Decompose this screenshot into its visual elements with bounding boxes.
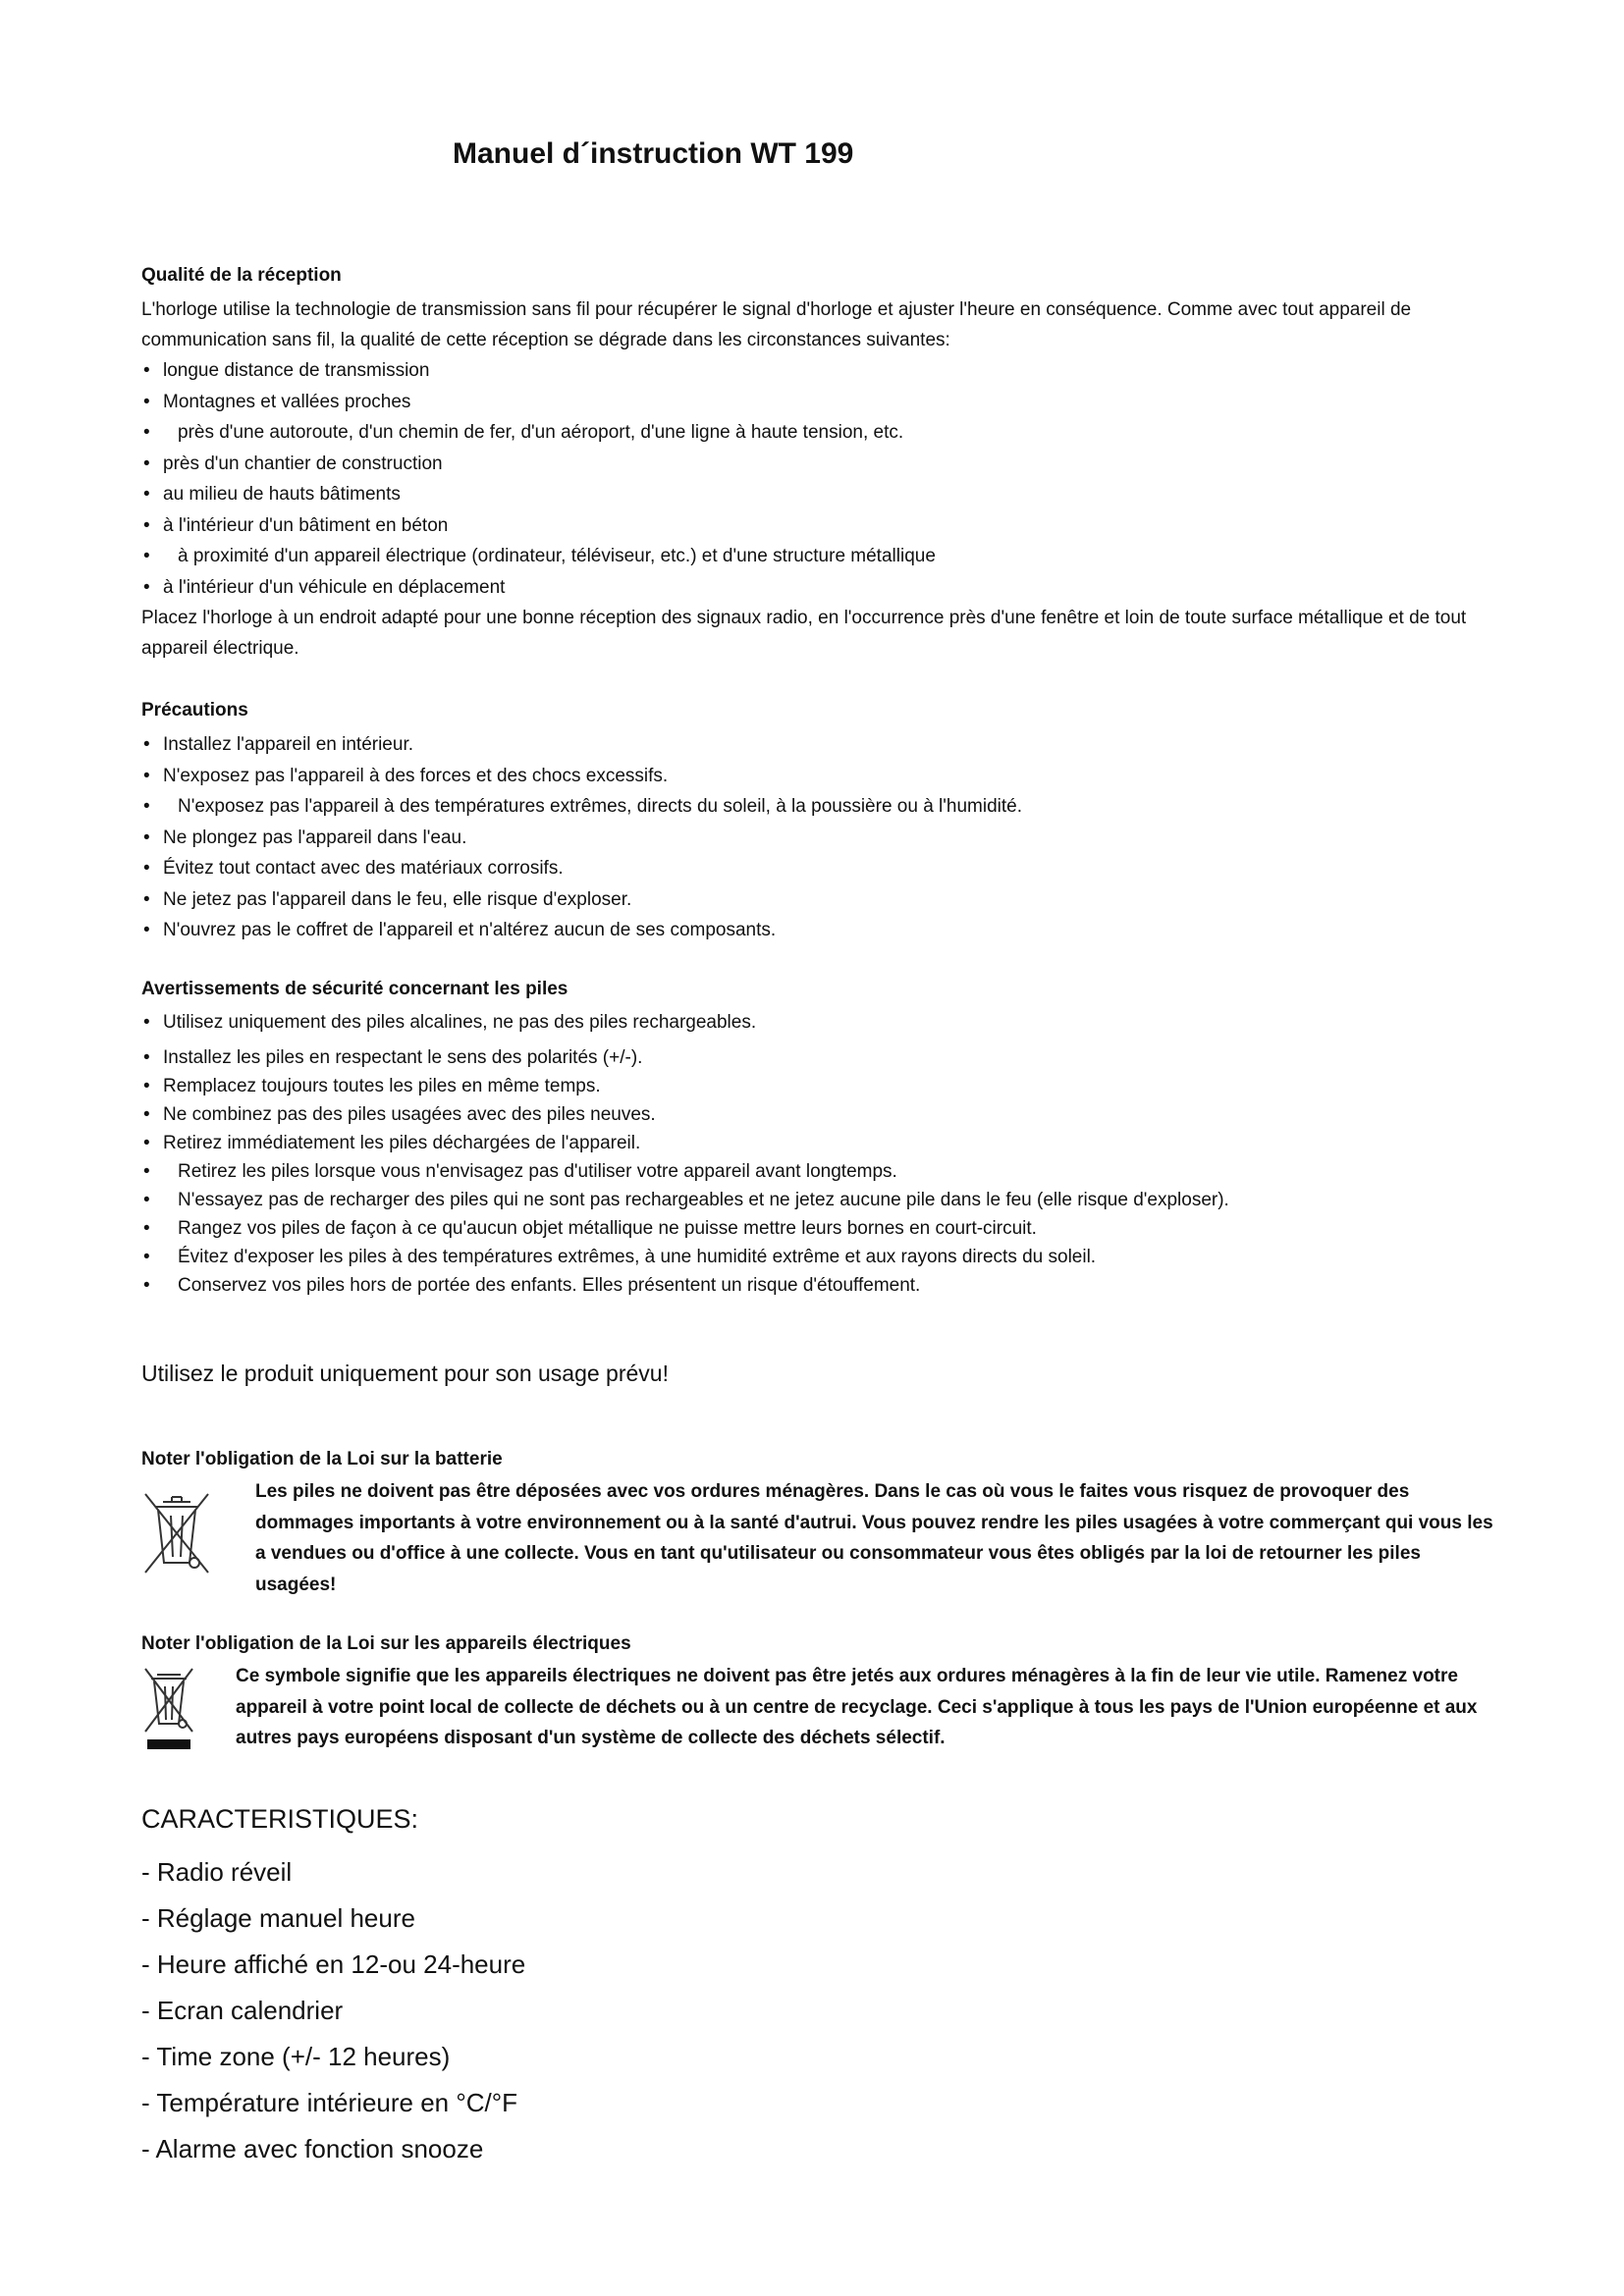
list-item: - Ecran calendrier: [141, 1996, 344, 2025]
features-section: [141, 1802, 1506, 2172]
list-item: - Radio réveil: [141, 1857, 293, 1887]
electrical-law-heading: Noter l'obligation de la Loi sur les appareils électriques: [141, 1633, 631, 1654]
features-heading: CARACTERISTIQUES:: [141, 1804, 419, 1834]
list-item: • près d'une autoroute, d'un chemin de fer, d'un aéroport, d'une ligne à haute tension, etc.: [143, 422, 904, 443]
list-item: • Rangez vos piles de façon à ce qu'aucun objet métallique ne puisse mettre leurs bornes en court-circuit.: [143, 1218, 1037, 1239]
electrical-law-section: [141, 1631, 1506, 1758]
page-title: Manuel d´instruction WT 199: [453, 137, 854, 170]
battery-law-text: Les piles ne doivent pas être déposées avec vos ordures ménagères. Dans le cas où vous le faites vous risquez de provoquer des dommages importants à votre environnement ou à la santé d'autrui. Vous pouvez rendre les piles usagées à votre commerçant qui vous les a vendues ou d'office à une collecte. Vous en tant qu'utilisateur ou consommateur vous êtes obligés par la loi de retourner les piles usagées!: [255, 1481, 1493, 1595]
reception-outro: Placez l'horloge à un endroit adapté pour une bonne réception des signaux radio, en l'occurrence près d'une fenêtre et loin de toute surface métallique et de tout appareil électrique.: [141, 608, 1467, 659]
list-item: • à l'intérieur d'un bâtiment en béton: [143, 514, 449, 536]
list-item: • N'ouvrez pas le coffret de l'appareil et n'altérez aucun de ses composants.: [143, 920, 777, 940]
list-item: • à proximité d'un appareil électrique (ordinateur, téléviseur, etc.) et d'une structure métallique: [143, 546, 936, 566]
list-item: • Remplacez toujours toutes les piles en même temps.: [143, 1076, 601, 1096]
reception-intro: L'horloge utilise la technologie de transmission sans fil pour récupérer le signal d'horloge et ajuster l'heure en conséquence. Comme avec tout appareil de communication sans fil, la qualité de cette réception se dégrade dans les circonstances suivantes:: [141, 299, 1412, 350]
precautions-list: [141, 729, 1506, 946]
list-item: • Conservez vos piles hors de portée des enfants. Elles présentent un risque d'étouffement.: [143, 1275, 921, 1296]
list-item: • à l'intérieur d'un véhicule en déplacement: [143, 576, 506, 598]
list-item: • Ne combinez pas des piles usagées avec des piles neuves.: [143, 1104, 656, 1125]
list-item: • Ne plongez pas l'appareil dans l'eau.: [143, 827, 467, 848]
list-item: • N'essayez pas de recharger des piles qui ne sont pas rechargeables et ne jetez aucune pile dans le feu (elle risque d'exploser).: [143, 1190, 1229, 1210]
list-item: • près d'un chantier de construction: [143, 453, 443, 474]
list-item: • Installez les piles en respectant le sens des polarités (+/-).: [143, 1047, 643, 1068]
list-item: • N'exposez pas l'appareil à des forces et des chocs excessifs.: [143, 765, 669, 786]
features-list: [141, 1849, 1506, 2172]
battery-warnings-list: [141, 1008, 1506, 1300]
list-item: • N'exposez pas l'appareil à des températures extrêmes, directs du soleil, à la poussière ou à l'humidité.: [143, 796, 1022, 817]
list-item: • au milieu de hauts bâtiments: [143, 484, 401, 505]
list-item: - Réglage manuel heure: [141, 1903, 415, 1933]
battery-warnings-section: [141, 977, 1506, 1300]
battery-law-section: [141, 1447, 1506, 1600]
crossed-bin-icon: [141, 1476, 255, 1583]
precautions-section: [141, 698, 1506, 946]
electrical-law-text: Ce symbole signifie que les appareils électriques ne doivent pas être jetés aux ordures ménagères à la fin de leur vie utile. Ramenez votre appareil à votre point local de collecte de déchets ou à un centre de recyclage. Ceci s'applique à tous les pays de l'Union européenne et aux autres pays européens disposant d'un système de collecte des déchets sélectif.: [236, 1666, 1478, 1748]
list-item: - Alarme avec fonction snooze: [141, 2134, 484, 2163]
reception-section: [141, 263, 1506, 664]
list-item: • Évitez d'exposer les piles à des températures extrêmes, à une humidité extrême et aux rayons directs du soleil.: [143, 1247, 1097, 1267]
list-item: • Montagnes et vallées proches: [143, 391, 411, 412]
list-item: • Ne jetez pas l'appareil dans le feu, elle risque d'exploser.: [143, 888, 632, 910]
list-item: - Heure affiché en 12-ou 24-heure: [141, 1949, 526, 1979]
list-item: • Retirez immédiatement les piles déchargées de l'appareil.: [143, 1133, 641, 1153]
list-item: • longue distance de transmission: [143, 360, 430, 381]
list-item: - Température intérieure en °C/°F: [141, 2088, 518, 2117]
weee-crossed-bin-icon: [141, 1661, 236, 1758]
battery-warnings-heading: Avertissements de sécurité concernant les piles: [141, 979, 568, 999]
list-item: • Installez l'appareil en intérieur.: [143, 734, 413, 755]
reception-heading: Qualité de la réception: [141, 265, 342, 286]
list-item: • Évitez tout contact avec des matériaux corrosifs.: [143, 858, 564, 879]
precautions-heading: Précautions: [141, 700, 248, 721]
list-item: • Utilisez uniquement des piles alcalines, ne pas des piles rechargeables.: [143, 1012, 757, 1033]
usage-note: Utilisez le produit uniquement pour son usage prévu!: [141, 1361, 669, 1386]
battery-law-heading: Noter l'obligation de la Loi sur la batterie: [141, 1449, 503, 1469]
list-item: • Retirez les piles lorsque vous n'envisagez pas d'utiliser votre appareil avant longtemps.: [143, 1161, 897, 1182]
reception-list: [141, 355, 1506, 603]
list-item: - Time zone (+/- 12 heures): [141, 2042, 451, 2071]
